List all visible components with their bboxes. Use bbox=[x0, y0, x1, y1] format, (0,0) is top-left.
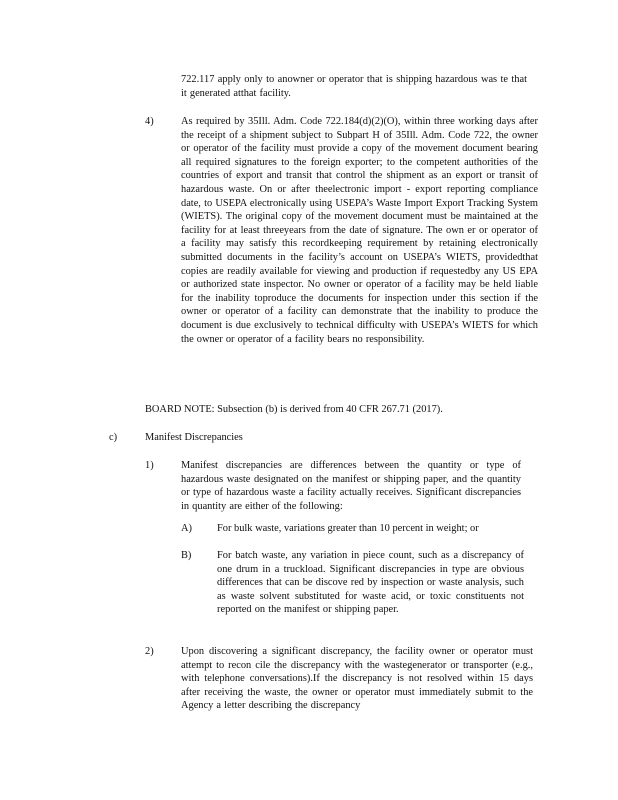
item-c1-number: 1) bbox=[145, 460, 154, 471]
continued-paragraph: 722.117 apply only to anowner or operator that is shipping hazardous was te that it generated atthat facility. bbox=[181, 74, 527, 99]
item-A-text: For bulk waste, variations greater than 10 percent in weight; or bbox=[217, 523, 479, 534]
item-B-number: B) bbox=[181, 550, 192, 561]
item-c2-text: Upon discovering a significant discrepancy, the facility owner or operator must attempt to recon cile the discrepancy with the wastegenerator or transporter (e.g., with telephone conversations).If the discrepancy is not resolved within 15 days after receiving the waste, the owner or operator must immediately submit to the Agency a letter describing the discrepancy bbox=[181, 646, 533, 712]
item-4-number: 4) bbox=[145, 116, 154, 127]
item-A-number: A) bbox=[181, 523, 192, 534]
section-c-number: c) bbox=[109, 432, 118, 443]
item-4-text: As required by 35Ill. Adm. Code 722.184(d)(2)(O), within three working days after the receipt of a shipment subject to Subpart H of 35Ill. Adm. Code 722, the owner or operator of the facility must provide a copy of the movement document bearing all required signatures to the foreign exporter; to the competent authorities of the countries of export and transit that control the shipment as an export or transit of hazardous waste. On or after theelectronic import - export reporting compliance date, to USEPA electronically using USEPA’s Waste Import Export Tracking System (WIETS). The original copy of the movement document must be maintained at the facility for at least threeyears from the date of signature. The own er or operator of a facility may satisfy this recordkeeping requirement by retaining electronically submitted documents in the facility’s account on USEPA’s WIETS, providedthat copies are readily available for viewing and production if requestedby any US EPA or authorized state inspector. No owner or operator of a facility may be held liable for the inability toproduce the documents for inspection under this section if the owner or operator of a facility can demonstrate that the inability to produce the document is due exclusively to technical difficulty with USEPA’s WIETS for which the owner or operator of a facility bears no responsibility. bbox=[181, 116, 538, 345]
item-c2-number: 2) bbox=[145, 646, 154, 657]
item-c1-text: Manifest discrepancies are differences between the quantity or type of hazardous waste designated on the manifest or shipping paper, and the quantity or type of hazardous waste a facility actually receives. Significant discrepancies in quantity are either of the following: bbox=[181, 460, 521, 512]
item-B-text: For batch waste, any variation in piece count, such as a discrepancy of one drum in a truckload. Significant discrepancies in type are obvious differences that can be discove red by inspection or waste analysis, such as waste solvent substituted for waste acid, or toxic constituents not reported on the manifest or shipping paper. bbox=[217, 550, 524, 616]
section-c-title: Manifest Discrepancies bbox=[145, 432, 243, 443]
board-note: BOARD NOTE: Subsection (b) is derived from 40 CFR 267.71 (2017). bbox=[145, 404, 443, 415]
